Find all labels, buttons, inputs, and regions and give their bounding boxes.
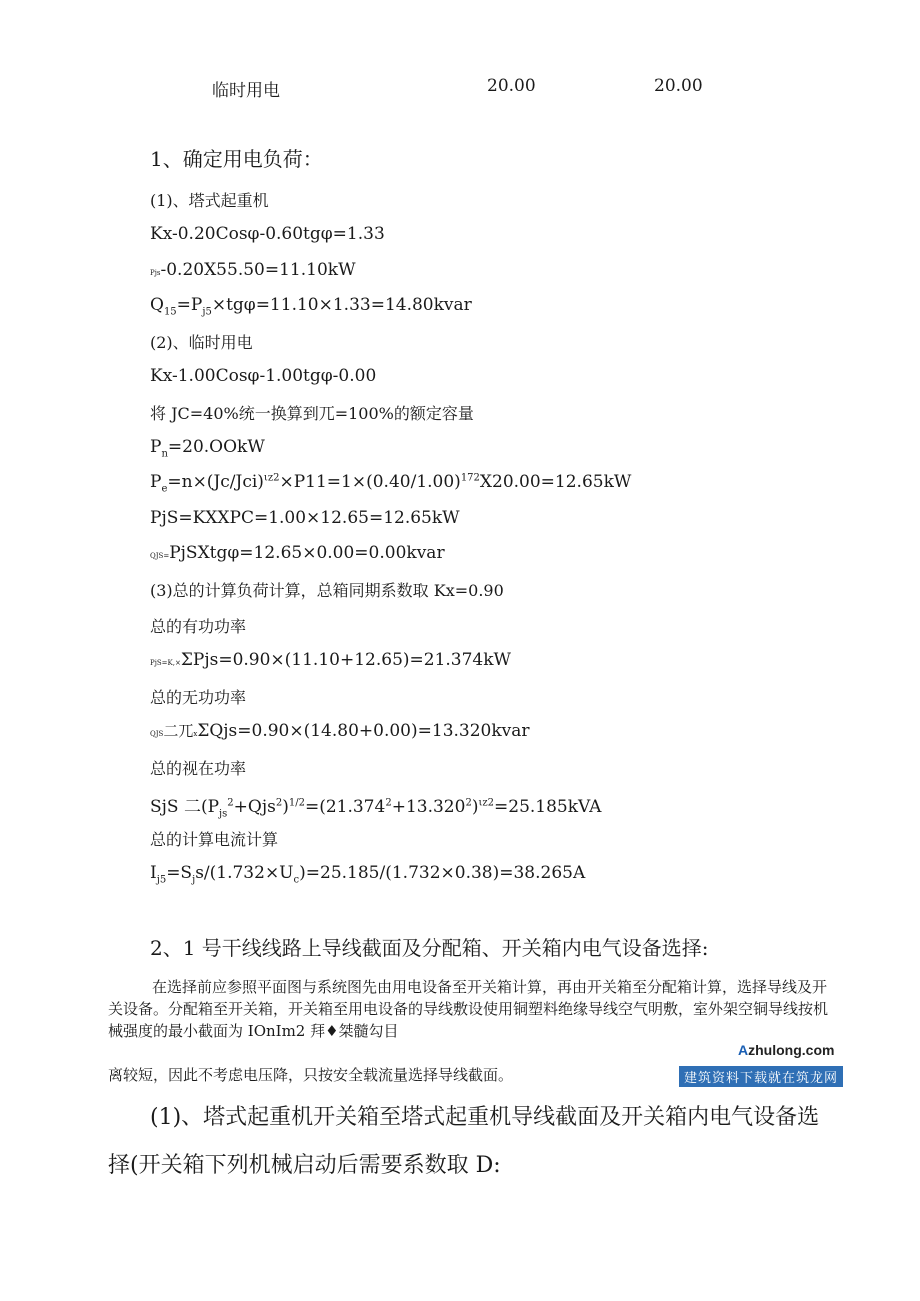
ap-i: 2 xyxy=(385,797,392,809)
qjs2-line xyxy=(150,543,445,563)
active-power-label: 总的有功功率 xyxy=(150,617,247,636)
qjs2-value: PjSXtgφ=12.65×0.00=0.00kvar xyxy=(169,543,445,563)
item1-title: (1)、塔式起重机 xyxy=(150,191,269,210)
ap-j: +13.320 xyxy=(391,797,466,817)
section2-paragraph-1: 在选择前应参照平面图与系统图先由用电设备至开关箱计算，再由开关箱至分配箱计算，选择导线及开关设备。分配箱至开关箱，开关箱至用电设备的导线敷设使用铜塑料绝缘导线空气明敷，室外架空铜导线按机械强度的最小截面为 IOnIm2 拜♦桀髓勾目 xyxy=(108,978,829,1040)
table-cell-name: 临时用电 xyxy=(212,81,280,101)
pe-line xyxy=(150,472,632,495)
item1-pjs-line xyxy=(150,260,356,280)
ap-e: 2 xyxy=(275,797,283,809)
p-subscript: j5 xyxy=(202,306,212,318)
pn-line xyxy=(150,437,265,460)
cur-c: =S xyxy=(166,863,193,883)
ap-c: 2 xyxy=(227,797,234,809)
ap-d: +Qjs xyxy=(233,797,276,817)
pe-symbol: P xyxy=(150,472,162,492)
pe-part2: ×P11=1×(0.40/1.00) xyxy=(279,472,461,492)
pn-subscript: n xyxy=(161,448,168,460)
pe-part1: =n×(Jc∕Jci) xyxy=(167,472,264,492)
pn-symbol: P xyxy=(150,437,162,457)
logo-letter: A xyxy=(738,1042,749,1058)
reactive-value: ΣQjs=0.90×(14.80+0.00)=13.320kvar xyxy=(197,721,530,741)
table-cell-value2: 20.00 xyxy=(654,76,703,96)
cur-d: j xyxy=(192,874,196,886)
pe-sup2: 172 xyxy=(460,472,480,484)
current-label: 总的计算电流计算 xyxy=(150,830,279,849)
cur-f: c xyxy=(293,874,300,886)
cur-e: s∕(1.732×U xyxy=(195,863,294,883)
current-line xyxy=(150,863,586,886)
section1-heading: 1、确定用电负荷： xyxy=(150,147,323,171)
item3-title: (3)总的计算负荷计算，总箱同期系数取 Kx=0.90 xyxy=(150,581,504,600)
cur-b: j5 xyxy=(156,874,167,886)
section2-heading: 2、1 号干线线路上导线截面及分配箱、开关箱内电气设备选择: xyxy=(150,936,709,960)
reactive-prefix: QJS xyxy=(150,730,164,738)
q-subscript: 15 xyxy=(163,306,177,318)
reactive-power-label: 总的无功功率 xyxy=(150,688,247,707)
item2-kx: Kx-1.00Cosφ-1.00tgφ-0.00 xyxy=(150,366,377,386)
sub-heading-line2: 择(开关箱下列机械启动后需要系数取 D: xyxy=(108,1153,501,1178)
ap-h: =(21.374 xyxy=(304,797,386,817)
item1-pjs-prefix: Pjs xyxy=(150,269,161,277)
apparent-power-line xyxy=(150,792,602,820)
ap-f: ) xyxy=(282,797,289,817)
active-power-line xyxy=(150,650,511,670)
zhulong-logo xyxy=(738,1042,834,1058)
ap-a: SjS 二(P xyxy=(150,797,220,817)
cur-g: )=25.185/(1.732×0.38)=38.265A xyxy=(299,863,586,883)
ap-m: ιz2 xyxy=(478,797,495,809)
reactive-x: x xyxy=(193,730,198,738)
apparent-power-label: 总的视在功率 xyxy=(150,759,247,778)
p-symbol: =P xyxy=(176,295,203,315)
watermark-banner: 建筑资料下载就在筑龙网 xyxy=(679,1066,843,1087)
ap-l: ) xyxy=(471,797,479,817)
ap-n: =25.185kVA xyxy=(494,797,602,817)
sub-heading-line1: (1)、塔式起重机开关箱至塔式起重机导线截面及开关箱内电气设备选 xyxy=(150,1105,820,1130)
active-value: ΣPjs=0.90×(11.10+12.65)=21.374kW xyxy=(180,650,512,670)
item1-pjs: -0.20X55.50=11.10kW xyxy=(160,260,356,280)
reactive-mid: 二兀 xyxy=(163,722,194,740)
logo-text: zhulong.com xyxy=(748,1042,835,1058)
qjs2-prefix: QJS= xyxy=(150,552,170,560)
q-symbol: Q xyxy=(150,295,164,315)
active-prefix: PjS=K,× xyxy=(150,659,181,667)
item1-qjs-line xyxy=(150,295,472,318)
pn-value: =20.OOkW xyxy=(167,437,265,457)
pe-sup1: ιz2 xyxy=(263,472,280,484)
ap-g: 1/2 xyxy=(288,797,305,809)
section2-paragraph-2: 离较短，因此不考虑电压降，只按安全载流量选择导线截面。 xyxy=(108,1066,514,1084)
item2-title: (2)、临时用电 xyxy=(150,333,253,352)
pe-subscript: e xyxy=(161,483,168,495)
qjs-value: ×tgφ=11.10×1.33=14.80kvar xyxy=(211,295,472,315)
item1-kx: Kx-0.20Cosφ-0.60tgφ=1.33 xyxy=(150,224,385,244)
table-cell-value1: 20.00 xyxy=(487,76,536,96)
reactive-power-line xyxy=(150,720,530,741)
item2-convert: 将 JC=40%统一换算到兀=100%的额定容量 xyxy=(150,404,474,423)
ap-b: js xyxy=(219,808,228,820)
cur-a: I xyxy=(150,863,157,883)
pe-part3: X20.00=12.65kW xyxy=(479,472,632,492)
ap-k: 2 xyxy=(465,797,472,809)
pjs2-line: PjS=KXXPC=1.00×12.65=12.65kW xyxy=(150,508,460,528)
